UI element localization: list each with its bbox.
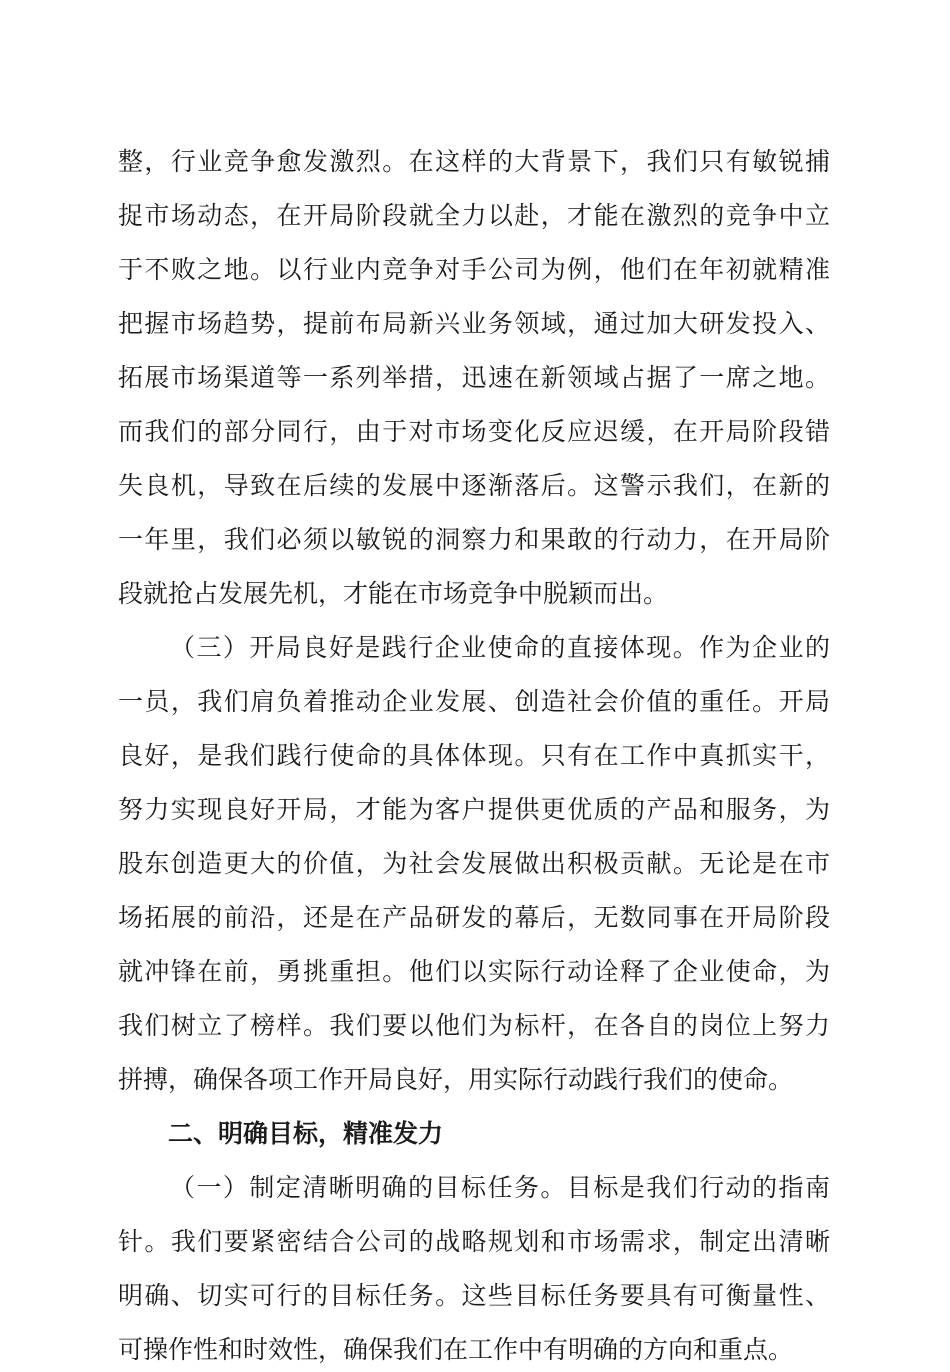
section-heading: 二、明确目标，精准发力 <box>168 1119 444 1148</box>
paragraph-1-line-1: 整，行业竞争愈发激烈。在这样的大背景下，我们只有敏锐捕 <box>118 147 830 176</box>
paragraph-3-line-2: 针。我们要紧密结合公司的战略规划和市场需求，制定出清晰 <box>118 1227 830 1256</box>
paragraph-2-line-1: （三）开局良好是践行企业使命的直接体现。作为企业的 <box>170 633 830 662</box>
paragraph-3-line-3: 明确、切实可行的目标任务。这些目标任务要具有可衡量性、 <box>118 1281 830 1310</box>
paragraph-1-line-6: 而我们的部分同行，由于对市场变化反应迟缓，在开局阶段错 <box>118 417 830 446</box>
paragraph-2-line-3: 良好，是我们践行使命的具体体现。只有在工作中真抓实干， <box>118 741 830 770</box>
paragraph-1-line-4: 把握市场趋势，提前布局新兴业务领域，通过加大研发投入、 <box>118 309 830 338</box>
paragraph-1-line-8: 一年里，我们必须以敏锐的洞察力和果敢的行动力，在开局阶 <box>118 525 830 554</box>
paragraph-2-line-8: 我们树立了榜样。我们要以他们为标杆，在各自的岗位上努力 <box>118 1011 830 1040</box>
paragraph-1-line-7: 失良机，导致在后续的发展中逐渐落后。这警示我们，在新的 <box>118 471 830 500</box>
paragraph-1-line-2: 捉市场动态，在开局阶段就全力以赴，才能在激烈的竞争中立 <box>118 201 830 230</box>
paragraph-2-line-5: 股东创造更大的价值，为社会发展做出积极贡献。无论是在市 <box>118 849 830 878</box>
paragraph-2-line-4: 努力实现良好开局，才能为客户提供更优质的产品和服务，为 <box>118 795 830 824</box>
paragraph-3-line-1: （一）制定清晰明确的目标任务。目标是我们行动的指南 <box>170 1173 830 1202</box>
paragraph-1-line-9: 段就抢占发展先机，才能在市场竞争中脱颖而出。 <box>118 579 669 608</box>
paragraph-2-line-6: 场拓展的前沿，还是在产品研发的幕后，无数同事在开局阶段 <box>118 903 830 932</box>
paragraph-2-line-7: 就冲锋在前，勇挑重担。他们以实际行动诠释了企业使命，为 <box>118 957 830 986</box>
paragraph-1-line-3: 于不败之地。以行业内竞争对手公司为例，他们在年初就精准 <box>118 255 830 284</box>
paragraph-2-line-9: 拼搏，确保各项工作开局良好，用实际行动践行我们的使命。 <box>118 1065 794 1094</box>
paragraph-2-line-2: 一员，我们肩负着推动企业发展、创造社会价值的重任。开局 <box>118 687 830 716</box>
paragraph-1-line-5: 拓展市场渠道等一系列举措，迅速在新领域占据了一席之地。 <box>118 363 830 392</box>
paragraph-3-line-4: 可操作性和时效性，确保我们在工作中有明确的方向和重点。 <box>118 1335 794 1364</box>
